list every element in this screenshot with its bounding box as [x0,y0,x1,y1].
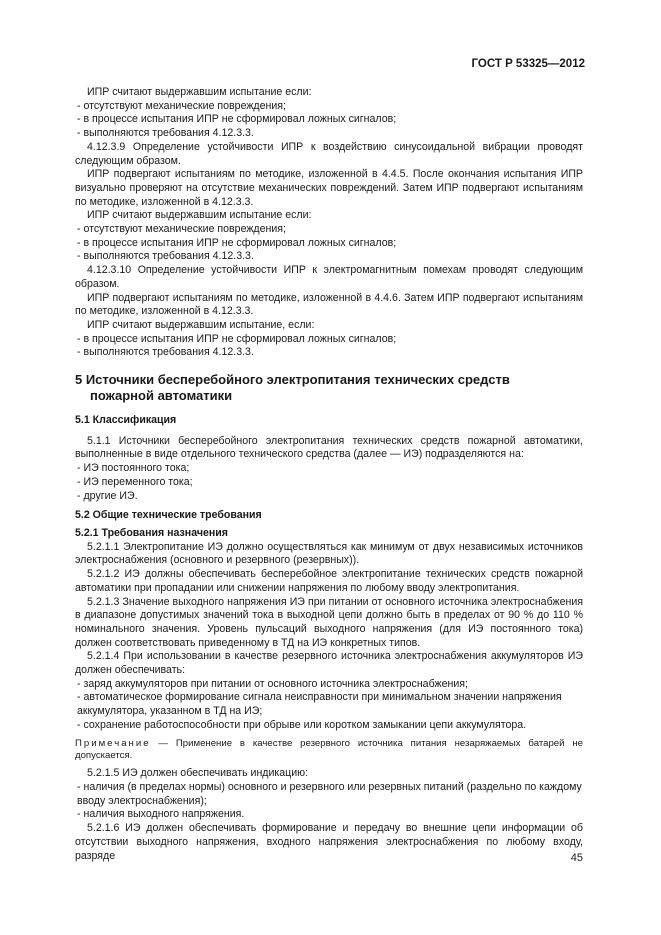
list-item: - заряд аккумуляторов при питании от основного источника электроснабжения; [75,678,583,692]
paragraph: ИПР подвергают испытаниям по методике, изложенной в 4.4.6. Затем ИПР подвергают испытаниям по методике, изложенной в 4.12.3.3. [75,291,583,318]
paragraph-5-2-1-2: 5.2.1.2 ИЭ должны обеспечивать бесперебойное электропитание технических средств пожарной автоматики при пропадании или снижении напряжения по любому вводу электропитания. [75,568,583,594]
list-item: - ИЭ переменного тока; [75,476,583,490]
section-5-1-title: 5.1 Классификация [75,414,177,427]
page-number: 45 [570,852,583,864]
list-item: - ИЭ постоянного тока; [75,462,583,476]
document-standard-header: ГОСТ Р 53325—2012 [471,58,585,70]
paragraph: ИПР считают выдержавшим испытание, если: [87,318,315,331]
list-item: - отсутствуют механические повреждения; [75,223,583,237]
page-content [75,86,583,863]
paragraph-5-2-1-4: 5.2.1.4 При использовании в качестве резервного источника электроснабжения аккумуляторов ИЭ должен обеспечивать: [75,650,583,677]
paragraph-5-1-1: 5.1.1 Источники бесперебойного электропитания технических средств пожарной автоматики, выполненные в виде отдельного технического средства (далее — ИЭ) подразделяются на: [75,434,583,461]
list-item: - выполняются требования 4.12.3.3. [75,250,583,264]
section-5-2-1-title: 5.2.1 Требования назначения [75,526,228,539]
paragraph-5-2-1-1: 5.2.1.1 Электропитание ИЭ должно осуществляться как минимум от двух независимых источников электроснабжения (основного и резервного (резервных)). [75,540,583,567]
paragraph: ИПР считают выдержавшим испытание если: [87,209,312,222]
paragraph-4-12-3-9: 4.12.3.9 Определение устойчивости ИПР к воздействию синусоидальной вибрации проводят следующим образом. [75,140,583,167]
list-item: - наличия (в пределах нормы) основного и резервного или резервных питаний (раздельно по каждому вводу электроснабжения); [75,781,583,808]
section-5-2-title: 5.2 Общие технические требования [75,509,262,522]
list-item: - выполняются требования 4.12.3.3. [75,127,583,141]
paragraph-5-2-1-5: 5.2.1.5 ИЭ должен обеспечивать индикацию: [87,767,309,780]
paragraph-5-2-1-6: 5.2.1.6 ИЭ должен обеспечивать формирование и передачу во внешние цепи информации об отсутствии выходного напряжения, входного напряжения электроснабжения по любому входу, разряде [75,822,583,862]
section-5-title-line1: 5 Источники бесперебойного электропитания технических средств [75,372,510,388]
list-item: - отсутствуют механические повреждения; [75,100,583,114]
paragraph: ИПР подвергают испытаниям по методике, изложенной в 4.4.5. После окончания испытания ИПР визуально проверяют на отсутствие механических повреждений. Затем ИПР подвергают испытаниям по методике, изложенной в 4.12.3.3. [75,168,583,208]
section-5-title [75,372,583,404]
section-5-title-line2: пожарной автоматики [90,388,233,404]
list-item: - другие ИЭ. [75,490,583,504]
list-item: - в процессе испытания ИПР не сформировал ложных сигналов; [75,237,583,251]
paragraph-4-12-3-10: 4.12.3.10 Определение устойчивости ИПР к электромагнитным помехам проводят следующим образом. [75,264,583,290]
list-item: - в процессе испытания ИПР не сформировал ложных сигналов; [75,333,583,347]
list-item: - в процессе испытания ИПР не сформировал ложных сигналов; [75,113,583,127]
list-item: - наличия выходного напряжения. [75,808,583,822]
paragraph-5-2-1-3: 5.2.1.3 Значение выходного напряжения ИЭ при питании от основного источника электроснабжения в диапазоне допустимых значений тока в выходной цепи должно быть в пределах от 90 % до 110 % номинального значения. Уровень пульсаций выходного напряжения (для ИЭ постоянного тока) должен соответствовать приведенному в ТД на ИЭ конкретных типов. [75,595,583,649]
note-label: Примечание [75,737,151,749]
note [75,738,583,763]
list-item: - выполняются требования 4.12.3.3. [75,346,583,360]
note-text: — Применение в качестве резервного источника питания незаряжаемых батарей не допускается. [75,737,583,761]
paragraph: ИПР считают выдержавшим испытание если: [87,86,312,98]
list-item: - автоматическое формирование сигнала неисправности при минимальном значении напряжения аккумулятора, указанном в ТД на ИЭ; [75,691,583,718]
list-item: - сохранение работоспособности при обрыве или коротком замыкании цепи аккумулятора. [75,719,583,733]
